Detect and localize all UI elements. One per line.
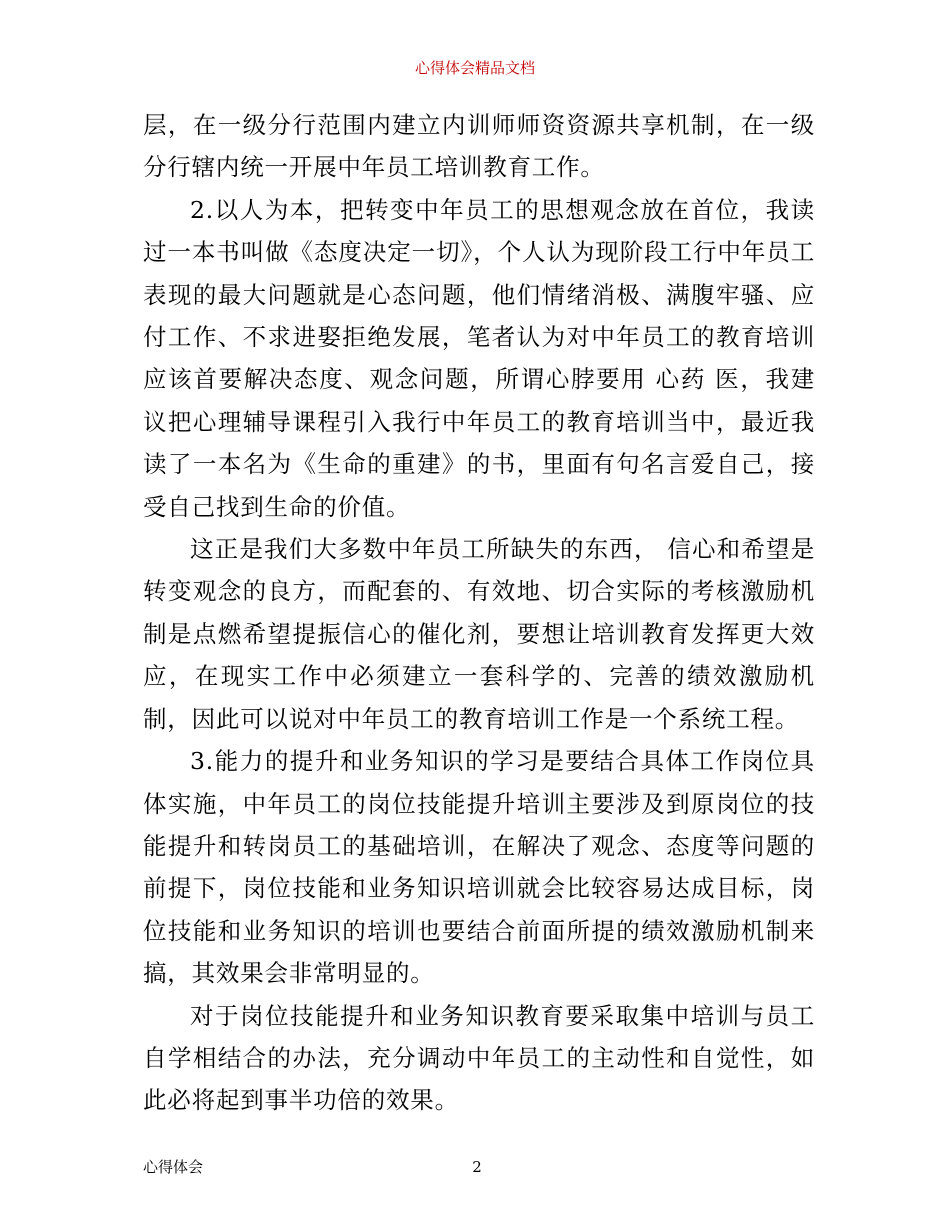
paragraph-incentive: 这正是我们大多数中年员工所缺失的东西， 信心和希望是转变观念的良方，而配套的、有效地、切合实际的考核激励机制是点燃希望提振信心的催化剂，要想让培训教育发挥更大效应，在现实工作中必须建立一套科学的、完善的绩效激励机制，因此可以说对中年员工的教育培训工作是一个系统工程。 xyxy=(143,535,815,733)
page-number: 2 xyxy=(472,1158,482,1176)
paragraph-point-2: 2.以人为本，把转变中年员工的思想观念放在首位，我读过一本书叫做《态度决定一切》，个人认为现阶段工行中年员工表现的最大问题就是心态问题，他们情绪消极、满腹牢骚、应付工作、不求进娶拒绝发展，笔者认为对中年员工的教育培训应该首要解决态度、观念问题，所谓心脖要用 心药 医，我建议把心理辅导课程引入我行中年员工的教育培训当中，最近我读了一本名为《生命的重建》的书，里面有句名言爱自己，接受自己找到生命的价值。 xyxy=(143,195,815,521)
paragraph-self-study: 对于岗位技能提升和业务知识教育要采取集中培训与员工自学相结合的办法，充分调动中年员工的主动性和自觉性，如此必将起到事半功倍的效果。 xyxy=(143,1001,815,1115)
paragraph-continuation: 层，在一级分行范围内建立内训师师资资源共享机制，在一级分行辖内统一开展中年员工培训教育工作。 xyxy=(143,111,815,182)
paragraph-point-3: 3.能力的提升和业务知识的学习是要结合具体工作岗位具体实施，中年员工的岗位技能提升培训主要涉及到原岗位的技能提升和转岗员工的基础培训，在解决了观念、态度等问题的前提下，岗位技能和业务知识培训就会比较容易达成目标，岗位技能和业务知识的培训也要结合前面所提的绩效激励机制来搞，其效果会非常明显的。 xyxy=(143,747,815,988)
footer-label: 心得体会 xyxy=(143,1158,204,1176)
document-header-title: 心得体会精品文档 xyxy=(414,59,535,77)
document-body xyxy=(143,104,815,1122)
